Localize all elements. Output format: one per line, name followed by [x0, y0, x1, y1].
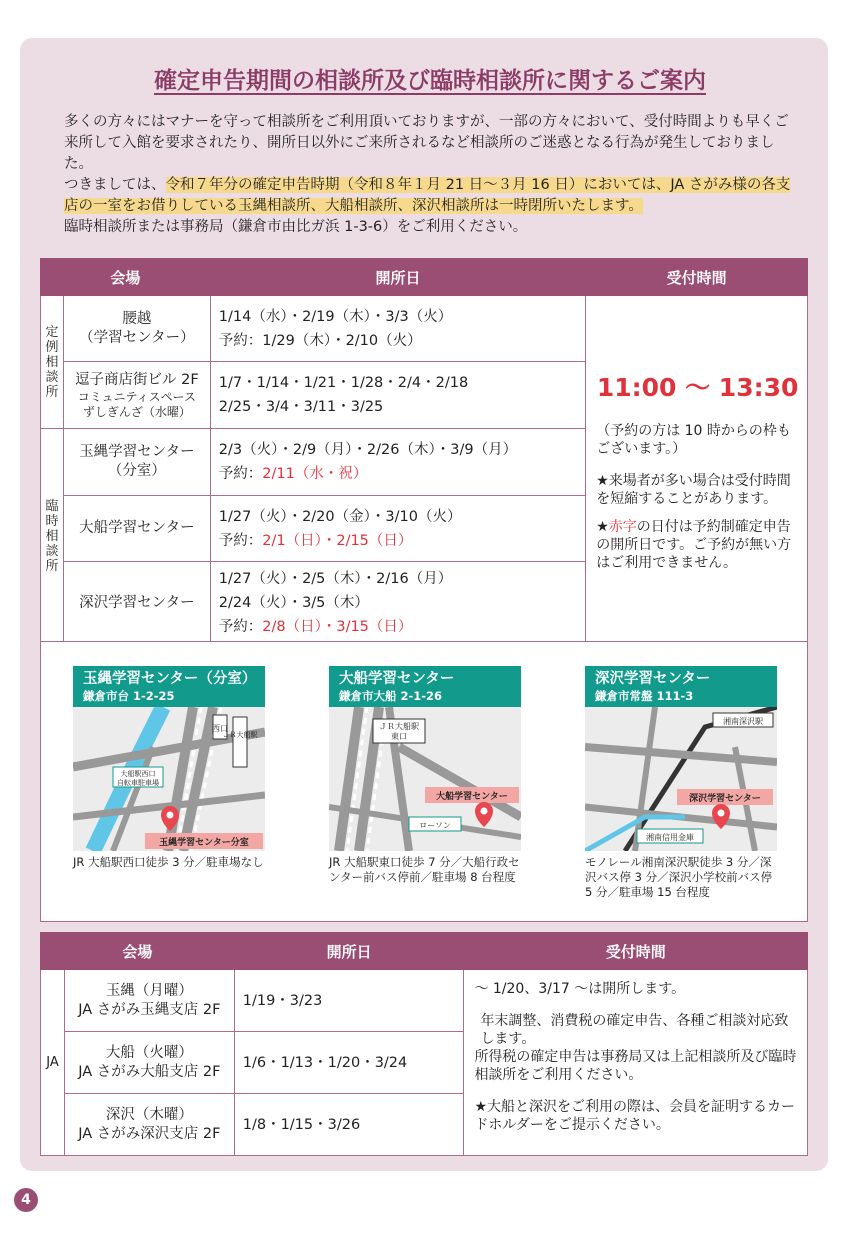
category-ja: JA	[41, 970, 65, 1156]
map-label: 西口	[212, 724, 228, 733]
intro-paragraph-1: 多くの方々にはマナーを守って相談所をご利用頂いておりますが、一部の方々において、受付時間よりも早くご来所して入館を要求されたり、開所日以外にご来所されるなど相談所のご迷惑となる行為が発生しておりました。	[64, 114, 789, 172]
map-ofuna-image	[329, 707, 521, 851]
ja-notes-cell	[464, 970, 808, 1156]
map-tamanawa-image	[73, 707, 265, 851]
map-label: 自転車駐車場	[117, 779, 159, 787]
map-header: 深沢学習センター 鎌倉市常盤 111-3	[585, 666, 777, 707]
venue-ja-ofuna: 大船（火曜） JA さがみ大船支店 2F	[64, 1032, 234, 1094]
map-fukasawa	[585, 666, 777, 900]
header-dates: 開所日	[234, 933, 464, 970]
note-reservation: （予約の方は 10 時からの枠もございます。）	[596, 423, 791, 457]
map-caption: モノレール湘南深沢駅徒歩 3 分／深沢バス停 3 分／深沢小学校前バス停 5 分／駐車場 15 台程度	[585, 855, 773, 899]
intro-text	[64, 112, 794, 238]
map-header: 大船学習センター 鎌倉市大船 2-1-26	[329, 666, 521, 707]
dates-ofuna: 1/27（火）・2/20（金）・3/10（火） 予約：2/1（日）・2/15（日）	[210, 496, 585, 562]
dates-koshigoe: 1/14（水）・2/19（木）・3/3（火） 予約：1/29（木）・2/10（火）	[210, 296, 585, 362]
header-hours: 受付時間	[464, 933, 808, 970]
venue-ja-fukasawa: 深沢（木曜） JA さがみ深沢支店 2F	[64, 1094, 234, 1156]
map-pin-label: 大船学習センター	[436, 792, 508, 802]
category-temporary: 臨時相談所	[41, 429, 64, 645]
dates-fukasawa: 1/27（火）・2/5（木）・2/16（月） 2/24（火）・3/5（木） 予約：2/8（日）・3/15（日）	[210, 562, 585, 645]
ja-branch-schedule-table	[40, 932, 808, 1156]
dates-ja-ofuna: 1/6・1/13・1/20・3/24	[234, 1032, 464, 1094]
intro-paragraph-2: つきましては、令和７年分の確定申告時期（令和８年１月 21 日～３月 16 日）においては、JA さがみ様の各支店の一室をお借りしている玉縄相談所、大船相談所、深沢相談所は一時閉所いたします。	[64, 177, 791, 214]
map-caption: JR 大船駅東口徒歩 7 分／大船行政センター前バス停前／駐車場 8 台程度	[329, 855, 520, 884]
maps-section	[40, 641, 808, 922]
venue-ja-tamanawa: 玉縄（月曜） JA さがみ玉縄支店 2F	[64, 970, 234, 1032]
header-venue: 会場	[41, 259, 211, 296]
note-services: 年末調整、消費税の確定申告、各種ご相談対応致します。	[480, 1013, 789, 1047]
map-ofuna	[329, 666, 521, 885]
map-pin-label: 玉縄学習センター分室	[159, 838, 249, 848]
consultation-schedule-table	[40, 258, 808, 645]
dates-ja-fukasawa: 1/8・1/15・3/26	[234, 1094, 464, 1156]
page-number: 4	[14, 1188, 38, 1212]
map-header: 玉縄学習センター（分室） 鎌倉市台 1-2-25	[73, 666, 265, 707]
dates-ja-tamanawa: 1/19・3/23	[234, 970, 464, 1032]
venue-koshigoe: 腰越 （学習センター）	[63, 296, 210, 362]
dates-zushi: 1/7・1/14・1/21・1/28・2/4・2/18 2/25・3/4・3/11・3/25	[210, 362, 585, 429]
map-label: ＪＲ大船駅	[222, 731, 258, 739]
venue-fukasawa: 深沢学習センター	[63, 562, 210, 645]
map-pin-label: 深沢学習センター	[689, 794, 761, 804]
map-label: ＪＲ大船駅	[379, 722, 419, 731]
intro-paragraph-3: 臨時相談所または事務局（鎌倉市由比ガ浜 1-3-6）をご利用ください。	[64, 219, 528, 235]
header-hours: 受付時間	[586, 259, 808, 296]
map-label: 湘南深沢駅	[723, 717, 763, 726]
note-income-tax: 所得税の確定申告は事務局又は上記相談所及び臨時相談所をご利用ください。	[474, 1049, 797, 1083]
hours-cell	[586, 296, 808, 645]
map-label: 東口	[391, 732, 407, 741]
reception-time: 11:00 ～ 13:30	[596, 373, 799, 402]
header-venue: 会場	[41, 933, 235, 970]
map-label: ローソン	[419, 821, 451, 830]
venue-ofuna: 大船学習センター	[63, 496, 210, 562]
map-label: 湘南信用金庫	[646, 833, 694, 842]
header-dates: 開所日	[210, 259, 585, 296]
map-fukasawa-image	[585, 707, 777, 851]
note-open-dates: ～ 1/20、3/17 ～は開所します。	[474, 981, 686, 997]
note-red-dates: ★赤字の日付は予約制確定申告の開所日です。ご予約が無い方はご利用できません。	[596, 519, 792, 571]
note-crowded: ★来場者が多い場合は受付時間を短縮することがあります。	[596, 473, 791, 507]
note-card-holder: ★大船と深沢をご利用の際は、会員を証明するカードホルダーをご提示ください。	[474, 1099, 795, 1133]
page-title: 確定申告期間の相談所及び臨時相談所に関するご案内	[154, 68, 706, 94]
category-regular: 定例相談所	[41, 296, 64, 429]
dates-tamanawa: 2/3（火）・2/9（月）・2/26（木）・3/9（月） 予約：2/11（水・祝）	[210, 429, 585, 496]
map-caption: JR 大船駅西口徒歩 3 分／駐車場なし	[73, 855, 264, 869]
map-tamanawa	[73, 666, 265, 870]
venue-tamanawa: 玉縄学習センター （分室）	[63, 429, 210, 496]
venue-zushi: 逗子商店街ビル 2F コミュニティスペース ずしぎんざ（水曜）	[63, 362, 210, 429]
highlighted-notice: 令和７年分の確定申告時期（令和８年１月 21 日～３月 16 日）においては、JA さがみ様の各支店の一室をお借りしている玉縄相談所、大船相談所、深沢相談所は一時閉所いたします。	[64, 177, 791, 214]
map-label: 大船駅西口	[120, 770, 156, 778]
